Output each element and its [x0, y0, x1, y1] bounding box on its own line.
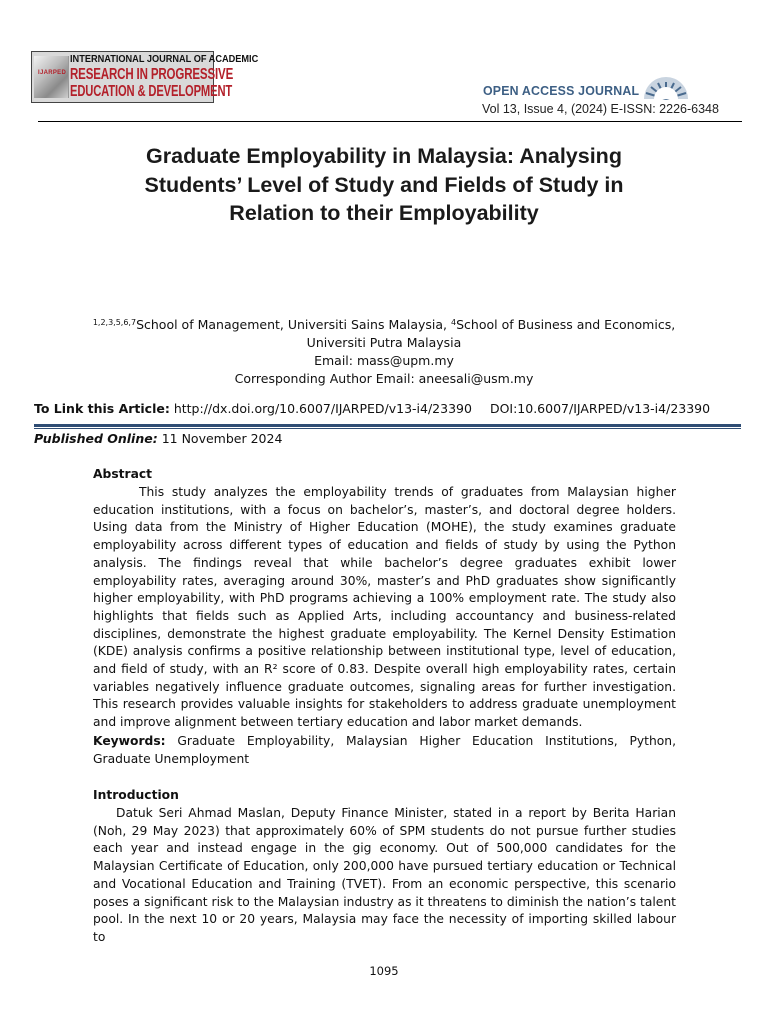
corresponding-email: Corresponding Author Email: aneesali@usm.my	[234, 371, 534, 386]
article-url[interactable]: http://dx.doi.org/10.6007/IJARPED/v13-i4/23390	[173, 401, 472, 416]
affiliation-superscript: 4	[451, 318, 457, 327]
logo-book-image: IJARPED	[34, 56, 69, 98]
keywords	[93, 733, 676, 768]
author-affiliations	[40, 314, 728, 388]
logo-text-line3: EDUCATION & DEVELOPMENT	[70, 83, 233, 100]
journal-logo	[31, 51, 259, 103]
logo-text-line2: RESEARCH IN PROGRESSIVE	[70, 66, 234, 83]
title-line: Graduate Employability in Malaysia: Analysing	[146, 144, 622, 168]
article-doi[interactable]: DOI:10.6007/IJARPED/v13-i4/23390	[489, 401, 711, 416]
title-line: Students’ Level of Study and Fields of Study in	[144, 172, 624, 197]
link-label: To Link this Article:	[34, 401, 170, 416]
keywords-label: Keywords:	[93, 734, 166, 748]
affiliation-line: Universiti Putra Malaysia	[306, 335, 462, 350]
abstract-heading: Abstract	[93, 467, 153, 481]
paper-title	[40, 142, 728, 228]
section-divider	[34, 424, 741, 429]
open-access-label: OPEN ACCESS JOURNAL	[483, 83, 640, 98]
title-line: Relation to their Employability	[229, 201, 539, 225]
header-divider	[38, 121, 742, 122]
published-date: 11 November 2024	[161, 431, 283, 446]
introduction-text: Datuk Seri Ahmad Maslan, Deputy Finance Minister, stated in a report by Berita Harian (Noh, 29 May 2023) that approximately 60% of SPM students do not pursue further studies each year and instead engage in the gig economy. Out of 500,000 candidates for the Malaysian Certificate of Education, only 200,000 have pursued tertiary education or Technical and Vocational Education and Training (TVET). From an economic perspective, this scenario poses a significant risk to the Malaysian industry as it threatens to diminish the nation’s talent pool. In the next 10 or 20 years, Malaysia may face the necessity of importing skilled labour to	[93, 806, 676, 944]
article-link-line	[34, 401, 710, 416]
page-number: 1095	[369, 964, 399, 978]
keywords-text: Graduate Employability, Malaysian Higher Education Institutions, Python, Graduate Unemployment	[93, 734, 676, 766]
author-email: Email: mass@upm.my	[314, 353, 454, 368]
issue-info: Vol 13, Issue 4, (2024) E-ISSN: 2226-6348	[482, 102, 719, 116]
affiliation-line	[40, 314, 728, 334]
affiliation-text: School of Business and Economics,	[456, 317, 676, 332]
affiliation-superscript: 1,2,3,5,6,7	[92, 318, 137, 327]
affiliation-text: School of Management, Universiti Sains Malaysia,	[136, 317, 452, 332]
journal-header	[0, 0, 768, 122]
introduction-heading: Introduction	[93, 788, 179, 802]
open-access-sunburst-icon	[640, 80, 692, 100]
abstract-text: This study analyzes the employability trends of graduates from Malaysian higher education institutions, with a focus on bachelor’s, master’s, and doctoral degree holders. Using data from the Ministry of Higher Education (MOHE), the study examines graduate employability across different types of education and fields of study by using the Python analysis. The findings reveal that while bachelor’s degree graduates exhibit lower employability rates, averaging around 30%, master’s and PhD graduates show significantly higher employability, with PhD programs achieving a 100% employment rate. The study also highlights that fields such as Applied Arts, including accountancy and business-related disciplines, demonstrate the highest graduate employability. The Kernel Density Estimation (KDE) analysis confirms a positive relationship between institutional type, level of education, and field of study, with an R² score of 0.83. Despite overall high employability rates, certain variables negatively influence graduate outcomes, signaling areas for further investigation. This research provides valuable insights for stakeholders to address graduate unemployment and improve alignment between tertiary education and labor market demands.	[93, 485, 676, 730]
published-online	[34, 431, 282, 446]
published-label: Published Online:	[34, 431, 158, 446]
logo-text-line1: INTERNATIONAL JOURNAL OF ACADEMIC	[70, 54, 259, 65]
